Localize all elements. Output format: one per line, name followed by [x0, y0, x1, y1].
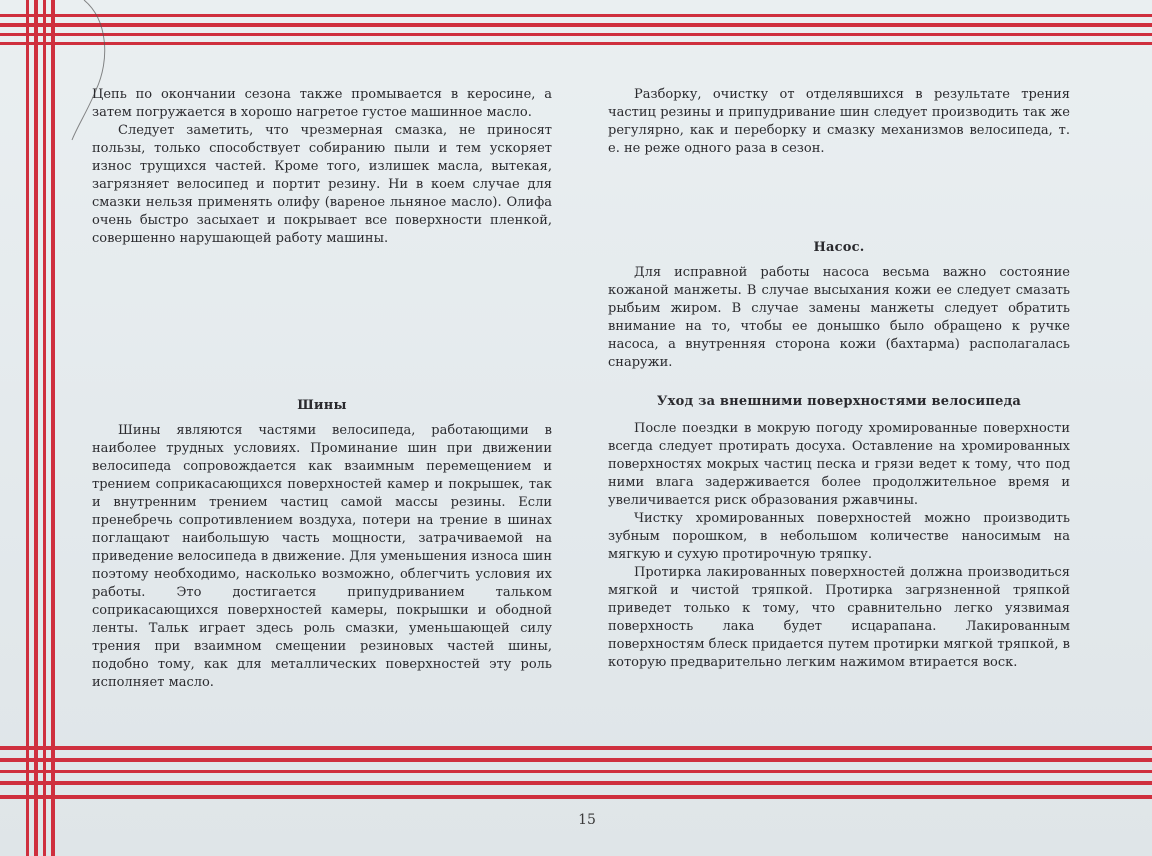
- left-stripe-2: [34, 0, 38, 856]
- pump-paragraph: Для исправной работы насоса весьма важно состояние кожаной манжеты. В случае высыхания кожи ее следует смазать рыбьим жиром. В случае замены манжеты следует обратить внимание на то, чтобы ее донышко было обращено к ручке насоса, а внутренняя сторона кожи (бахтарма) располагалась снаружи.: [608, 265, 1070, 370]
- top-stripe-4: [0, 42, 1152, 45]
- page-number: 15: [578, 812, 596, 828]
- bottom-stripe-3: [0, 770, 1152, 773]
- right-intro: [608, 86, 1070, 158]
- care-section: [608, 420, 1070, 672]
- top-stripe-3: [0, 33, 1152, 36]
- top-stripe-2: [0, 23, 1152, 27]
- tires-section: [92, 422, 552, 692]
- bottom-stripe-2: [0, 758, 1152, 762]
- left-stripe-4: [51, 0, 55, 856]
- top-stripe-1: [0, 14, 1152, 17]
- bottom-stripe-1: [0, 746, 1152, 750]
- pump-heading: Насос.: [813, 240, 865, 255]
- chrome-cleaning-paragraph: Чистку хромированных поверхностей можно производить зубным порошком, в небольшом количестве наносимым на мягкую и сухую протирочную тряпку.: [608, 511, 1070, 562]
- tires-paragraph: Шины являются частями велосипеда, работающими в наиболее трудных условиях. Проминание шин при движении велосипеда сопровождается как взаимным перемещением и трением соприкасающихся поверхностей камер и покрышек, так и внутренним трением частиц самой массы резины. Если пренебречь сопротивлением воздуха, потери на трение в шинах поглащают наибольшую часть мощности, затрачиваемой на приведение велосипеда в движение. Для уменьшения износа шин поэтому необходимо, насколько возможно, облегчить условия их работы. Это достигается припудриванием тальком соприкасающихся поверхностей камеры, покрышки и ободной ленты. Тальк играет здесь роль смазки, уменьшающей силу трения при взаимном смещении резиновых частей шины, подобно тому, как для металлических поверхностей эту роль исполняет масло.: [92, 423, 552, 690]
- left-stripe-3: [43, 0, 46, 856]
- chrome-wipe-paragraph: После поездки в мокрую погоду хромированные поверхности всегда следует протирать досуха. Оставление на хромированных поверхностях мокрых частиц песка и грязи ведет к тому, что под ними влага задерживается более продолжительное время и увеличивается риск образования ржавчины.: [608, 421, 1070, 508]
- chain-paragraph: Цепь по окончании сезона также промывается в керосине, а затем погружается в хорошо нагретое густое машинное масло.: [92, 87, 552, 120]
- left-stripe-1: [26, 0, 29, 856]
- disassembly-paragraph: Разборку, очистку от отделявшихся в результате трения частиц резины и припудривание шин следует производить так же регулярно, как и переборку и смазку механизмов велосипеда, т. е. не реже одного раза в сезон.: [608, 87, 1070, 156]
- bottom-stripe-5: [0, 795, 1152, 799]
- care-heading: Уход за внешними поверхностями велосипеда: [656, 394, 1022, 409]
- left-intro: [92, 86, 552, 248]
- pump-section: [608, 264, 1070, 372]
- lacquer-paragraph: Протирка лакированных поверхностей должна производиться мягкой и чистой тряпкой. Протирка загрязненной тряпкой приведет только к тому, что сравнительно легко уязвимая поверхность лака будет исцарапана. Лакированным поверхностям блеск придается путем протирки мягкой тряпкой, в которую предварительно легким нажимом втирается воск.: [608, 565, 1070, 670]
- lubrication-paragraph: Следует заметить, что чрезмерная смазка, не приносят пользы, только способствует собиранию пыли и тем ускоряет износ трущихся частей. Кроме того, излишек масла, вытекая, загрязняет велосипед и портит резину. Ни в коем случае для смазки нельзя применять олифу (вареное льняное масло). Олифа очень быстро засыхает и покрывает все поверхности пленкой, совершенно нарушающей работу машины.: [92, 123, 552, 246]
- tires-heading: Шины: [297, 398, 347, 413]
- bottom-stripe-4: [0, 781, 1152, 785]
